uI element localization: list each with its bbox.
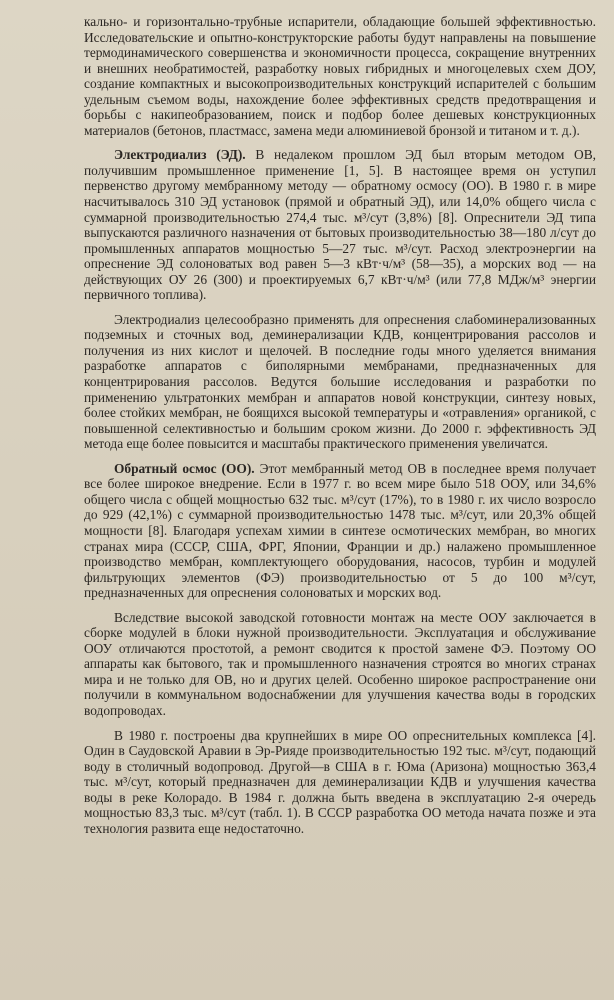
section-heading-reverse-osmosis: Обратный осмос (ОО). — [114, 460, 255, 476]
paragraph-text: Электродиализ целесообразно применять для опреснения слабоминерализованных подземных и сточных вод, деминерализации КДВ, концентрирования рассолов и получения из них кислот и щелочей. В последние годы много уделяется внимания разработке аппаратов с биполярными мембранами, предназначенных для концентрирования рассолов. Ведутся большие исследования и разработки по применению ультратонких мембран и аппаратов новой конструкции, синтезу новых, более стойких мембран, не боящихся высокой температуры и «отравления» органикой, с повышенной селективностью и большим сроком жизни. До 2000 г. эффективность ЭД метода еще более повысится и масштабы практического применения увеличатся. — [84, 311, 596, 452]
paragraph-text: В недалеком прошлом ЭД был вторым методом ОВ, получившим промышленное применение [1, 5]. В настоящее время он уступил первенство другому мембранному методу — обратному осмосу (ОО). В 1980 г. в мире насчитывалось 310 ЭД установок (прямой и обратный ЭД), или 14,0% общего числа с суммарной производительностью 274,4 тыс. м³/сут (3,8%) [8]. Опреснители ЭД типа выпускаются различного назначения от бытовых производительностью 38—180 л/сут до промышленных аппаратов мощностью 5—27 тыс. м³/сут. Расход электроэнергии на опреснение ЭД солоноватых вод равен 5—3 кВт·ч/м³ (58—35), а морских вод — на действующих ОУ 26 (300) и проектируемых 6,7 кВт·ч/м³ (или 77,8 МДж/м³ энергии первичного топлива). — [84, 147, 596, 303]
paragraph-text: Вследствие высокой заводской готовности монтаж на месте ООУ заключается в сборке модулей в блоки нужной производительности. Эксплуатация и обслуживание ООУ отличаются простотой, а ремонт сводится к простой замене ФЭ. Поэтому ОО аппараты как бытового, так и промышленного назначения строятся во многих странах мира и не только для ОВ, но и других целей. Особенно широкое распространение они получили в коммунальном водоснабжении для улучшения качества воды в городских водопроводах. — [84, 609, 596, 718]
paragraph-text: Этот мембранный метод ОВ в последнее время получает все более широкое внедрение. Если в 1977 г. во всем мире было 518 ООУ, или 34,6% общего числа с общей мощностью 632 тыс. м³/сут (17%), то в 1980 г. их число возросло до 929 (42,1%) с суммарной производительностью 1478 тыс. м³/сут, или 20,3% общей мощности [8]. Благодаря успехам химии в синтезе осмотических мембран, во многих странах мира (СССР, США, ФРГ, Японии, Франции и др.) налажено промышленное производство мембран, комплектующего оборудования, насосов, турбин и модулей фильтрующих элементов (ФЭ) производительностью от 5 до 100 м³/сут, предназначенных для опреснения солоноватых и морских вод. — [84, 460, 596, 601]
text-column — [84, 14, 596, 836]
paragraph-text: В 1980 г. построены два крупнейших в мире ОО опреснительных комплекса [4]. Один в Саудовской Аравии в Эр-Рияде производительностью 192 тыс. м³/сут, подающий воду в столичный водопровод. Другой—в США в г. Юма (Аризона) мощностью 363,4 тыс. м³/сут, который предназначен для деминерализации КДВ и улучшения качества воды в реке Колорадо. В 1984 г. должна быть введена в эксплуатацию 2-я очередь мощностью 83,3 тыс. м³/сут (табл. 1). В СССР разработка ОО метода начата позже и эта технология развита еще недостаточно. — [84, 727, 596, 836]
section-heading-electrodialysis: Электродиализ (ЭД). — [114, 147, 246, 163]
paragraph-factory-readiness — [84, 610, 596, 719]
paragraph-electrodialysis-applications — [84, 312, 596, 452]
paragraph-electrodialysis — [84, 147, 596, 302]
paragraph-reverse-osmosis — [84, 461, 596, 601]
paragraph-evaporators — [84, 14, 596, 138]
paragraph-text: кально- и горизонтально-трубные испарители, обладающие большей эффективностью. Исследовательские и опытно-конструкторские работы будут направлены на повышение термодинамического совершенства и экономичности процесса, сокращение внутренних и внешних необратимостей, разработку новых гибридных и многоцелевых схем ДОУ, создание компактных и высокопроизводительных конструкций испарителей с большим удельным съемом воды, нахождение более эффективных средств предотвращения и борьбы с накипеобразованием, поиск и подбор более дешевых конструкционных материалов (бетонов, пластмасс, замена меди алюминиевой бронзой и титаном и т. д.). — [84, 14, 596, 138]
paragraph-largest-complexes — [84, 728, 596, 837]
